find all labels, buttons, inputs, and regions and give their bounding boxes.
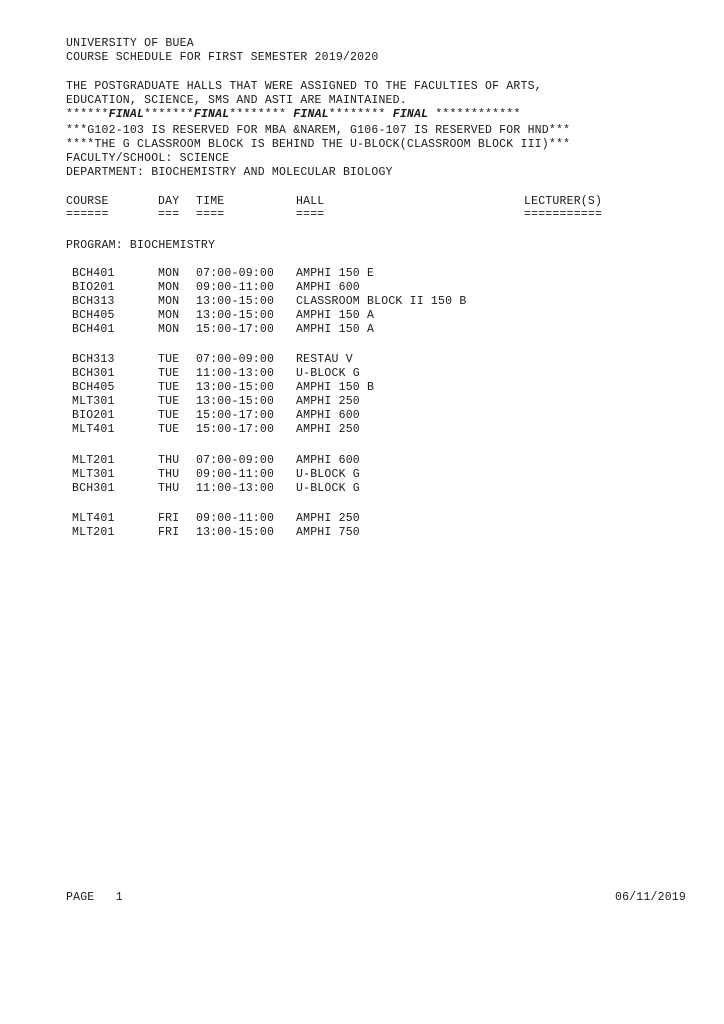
university-name: UNIVERSITY OF BUEA [66, 37, 194, 50]
row-course: BCH301 [72, 482, 115, 495]
row-hall: AMPHI 150 E [296, 267, 375, 280]
faculty-label: FACULTY/SCHOOL: SCIENCE [66, 152, 230, 165]
row-course: BCH401 [72, 323, 115, 336]
col-course-rule: ====== [66, 208, 109, 221]
row-time: 15:00-17:00 [196, 323, 275, 336]
row-hall: AMPHI 250 [296, 395, 360, 408]
row-course: BCH405 [72, 381, 115, 394]
row-course: BIO201 [72, 409, 115, 422]
row-course: MLT301 [72, 468, 115, 481]
notice-line-1: THE POSTGRADUATE HALLS THAT WERE ASSIGNED TO THE FACULTIES OF ARTS, [66, 80, 542, 93]
page-number: PAGE 1 [66, 891, 123, 904]
row-hall: RESTAU V [296, 353, 353, 366]
col-lecturer-rule: =========== [524, 208, 603, 221]
row-course: BCH401 [72, 267, 115, 280]
row-time: 09:00-11:00 [196, 281, 275, 294]
reserved-notice: ***G102-103 IS RESERVED FOR MBA &NAREM, G106-107 IS RESERVED FOR HND*** [66, 124, 571, 137]
row-time: 13:00-15:00 [196, 295, 275, 308]
col-time-rule: ==== [196, 208, 225, 221]
row-hall: U-BLOCK G [296, 367, 360, 380]
row-time: 13:00-15:00 [196, 309, 275, 322]
notice-line-2: EDUCATION, SCIENCE, SMS AND ASTI ARE MAINTAINED. [66, 94, 407, 107]
row-day: TUE [158, 367, 180, 380]
row-hall: U-BLOCK G [296, 482, 360, 495]
col-time-header: TIME [196, 195, 225, 208]
row-time: 07:00-09:00 [196, 353, 275, 366]
row-course: BCH301 [72, 367, 115, 380]
col-course-header: COURSE [66, 195, 109, 208]
row-hall: AMPHI 150 B [296, 381, 375, 394]
row-hall: AMPHI 600 [296, 409, 360, 422]
row-course: MLT401 [72, 512, 115, 525]
schedule-title: COURSE SCHEDULE FOR FIRST SEMESTER 2019/2020 [66, 51, 379, 64]
row-time: 09:00-11:00 [196, 512, 275, 525]
row-time: 15:00-17:00 [196, 409, 275, 422]
col-lecturer-header: LECTURER(S) [524, 195, 603, 208]
row-course: BCH405 [72, 309, 115, 322]
col-day-header: DAY [158, 195, 180, 208]
row-time: 15:00-17:00 [196, 423, 275, 436]
row-hall: AMPHI 250 [296, 512, 360, 525]
row-day: THU [158, 482, 180, 495]
row-hall: AMPHI 150 A [296, 309, 375, 322]
row-day: THU [158, 468, 180, 481]
row-time: 09:00-11:00 [196, 468, 275, 481]
row-hall: AMPHI 600 [296, 281, 360, 294]
row-course: BCH313 [72, 353, 115, 366]
row-time: 13:00-15:00 [196, 526, 275, 539]
row-time: 07:00-09:00 [196, 267, 275, 280]
row-day: TUE [158, 395, 180, 408]
row-hall: AMPHI 600 [296, 454, 360, 467]
g-block-notice: ****THE G CLASSROOM BLOCK IS BEHIND THE U-BLOCK(CLASSROOM BLOCK III)*** [66, 138, 571, 151]
final-banner: ******FINAL*******FINAL******** FINAL******** FINAL ************ [66, 108, 521, 121]
row-hall: U-BLOCK G [296, 468, 360, 481]
row-day: TUE [158, 409, 180, 422]
row-course: BCH313 [72, 295, 115, 308]
department-label: DEPARTMENT: BIOCHEMISTRY AND MOLECULAR BIOLOGY [66, 166, 393, 179]
print-date: 06/11/2019 [614, 891, 686, 904]
row-day: FRI [158, 526, 180, 539]
row-day: MON [158, 309, 180, 322]
row-day: MON [158, 295, 180, 308]
col-day-rule: === [158, 208, 180, 221]
row-day: MON [158, 281, 180, 294]
row-day: MON [158, 323, 180, 336]
row-time: 07:00-09:00 [196, 454, 275, 467]
row-day: TUE [158, 353, 180, 366]
row-hall: CLASSROOM BLOCK II 150 B [296, 295, 467, 308]
row-course: MLT201 [72, 526, 115, 539]
row-course: MLT401 [72, 423, 115, 436]
col-hall-rule: ==== [296, 208, 325, 221]
col-hall-header: HALL [296, 195, 325, 208]
program-label: PROGRAM: BIOCHEMISTRY [66, 239, 216, 252]
row-day: TUE [158, 423, 180, 436]
row-hall: AMPHI 750 [296, 526, 360, 539]
row-day: THU [158, 454, 180, 467]
row-time: 11:00-13:00 [196, 367, 275, 380]
row-hall: AMPHI 250 [296, 423, 360, 436]
row-time: 13:00-15:00 [196, 395, 275, 408]
row-day: MON [158, 267, 180, 280]
row-course: BIO201 [72, 281, 115, 294]
row-time: 13:00-15:00 [196, 381, 275, 394]
row-day: FRI [158, 512, 180, 525]
row-time: 11:00-13:00 [196, 482, 275, 495]
row-hall: AMPHI 150 A [296, 323, 375, 336]
row-course: MLT301 [72, 395, 115, 408]
row-course: MLT201 [72, 454, 115, 467]
row-day: TUE [158, 381, 180, 394]
